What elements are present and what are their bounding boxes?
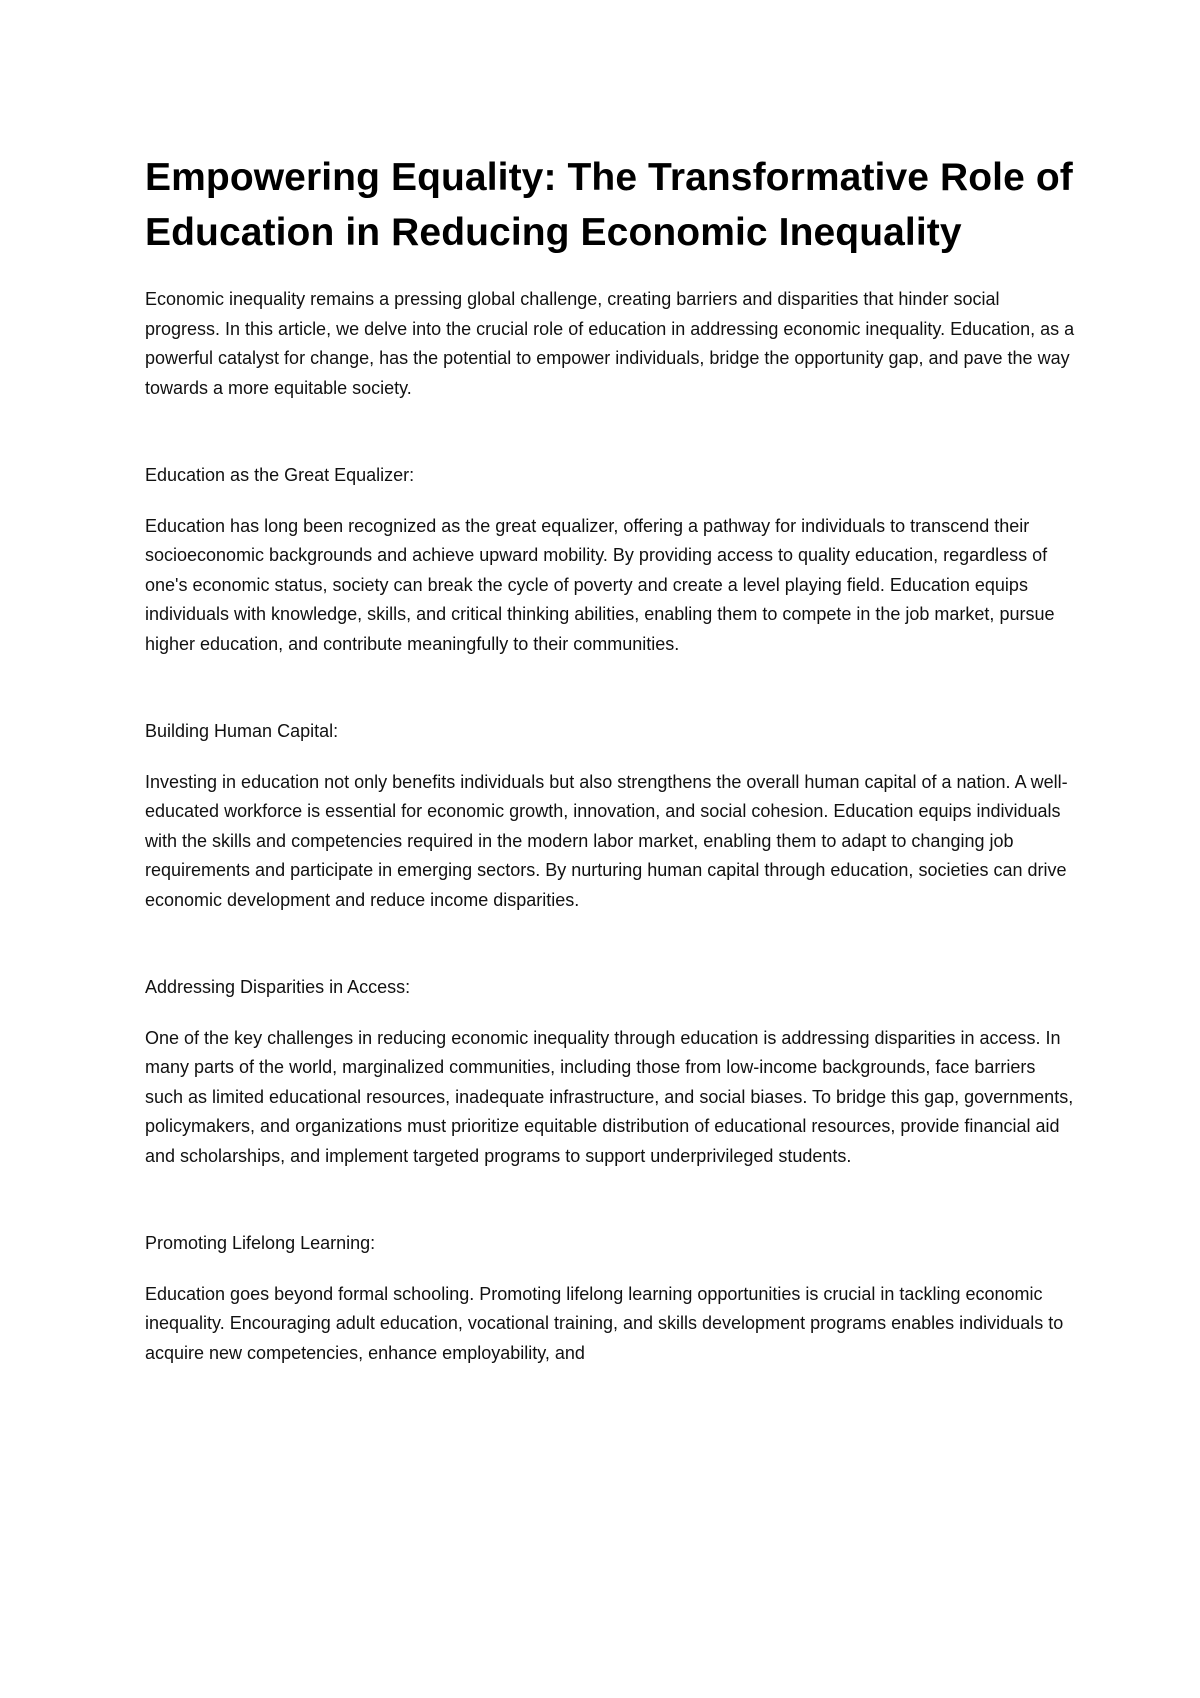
document-title: Empowering Equality: The Transformative Role of Education in Reducing Economic Inequality	[145, 156, 1073, 254]
section-heading-disparities-access: Addressing Disparities in Access:	[145, 977, 411, 997]
section-body-disparities-access: One of the key challenges in reducing economic inequality through education is addressing disparities in access. In many parts of the world, marginalized communities, including those from low-income backgrounds, face barriers such as limited educational resources, inadequate infrastructure, and social biases. To bridge this gap, governments, policymakers, and organizations must prioritize equitable distribution of educational resources, provide financial aid and scholarships, and implement targeted programs to support underprivileged students.	[145, 1027, 1074, 1166]
section-body-great-equalizer: Education has long been recognized as the great equalizer, offering a pathway for individuals to transcend their socioeconomic backgrounds and achieve upward mobility. By providing access to quality education, regardless of one's economic status, society can break the cycle of poverty and create a level playing field. Education equips individuals with knowledge, skills, and critical thinking abilities, enabling them to compete in the job market, pursue higher education, and contribute meaningfully to their communities.	[145, 515, 1055, 654]
document-content	[145, 150, 1075, 1368]
section-heading-human-capital: Building Human Capital:	[145, 721, 339, 741]
section-body-lifelong-learning: Education goes beyond formal schooling. Promoting lifelong learning opportunities is crucial in tackling economic inequality. Encouraging adult education, vocational training, and skills development programs enables individuals to acquire new competencies, enhance employability, and	[145, 1283, 1064, 1363]
section-body-human-capital: Investing in education not only benefits individuals but also strengthens the overall human capital of a nation. A well-educated workforce is essential for economic growth, innovation, and social cohesion. Education equips individuals with the skills and competencies required in the modern labor market, enabling them to adapt to changing job requirements and participate in emerging sectors. By nurturing human capital through education, societies can drive economic development and reduce income disparities.	[145, 771, 1068, 910]
section-heading-great-equalizer: Education as the Great Equalizer:	[145, 465, 415, 485]
intro-paragraph: Economic inequality remains a pressing global challenge, creating barriers and disparities that hinder social progress. In this article, we delve into the crucial role of education in addressing economic inequality. Education, as a powerful catalyst for change, has the potential to empower individuals, bridge the opportunity gap, and pave the way towards a more equitable society.	[145, 289, 1075, 398]
section-heading-lifelong-learning: Promoting Lifelong Learning:	[145, 1233, 376, 1253]
